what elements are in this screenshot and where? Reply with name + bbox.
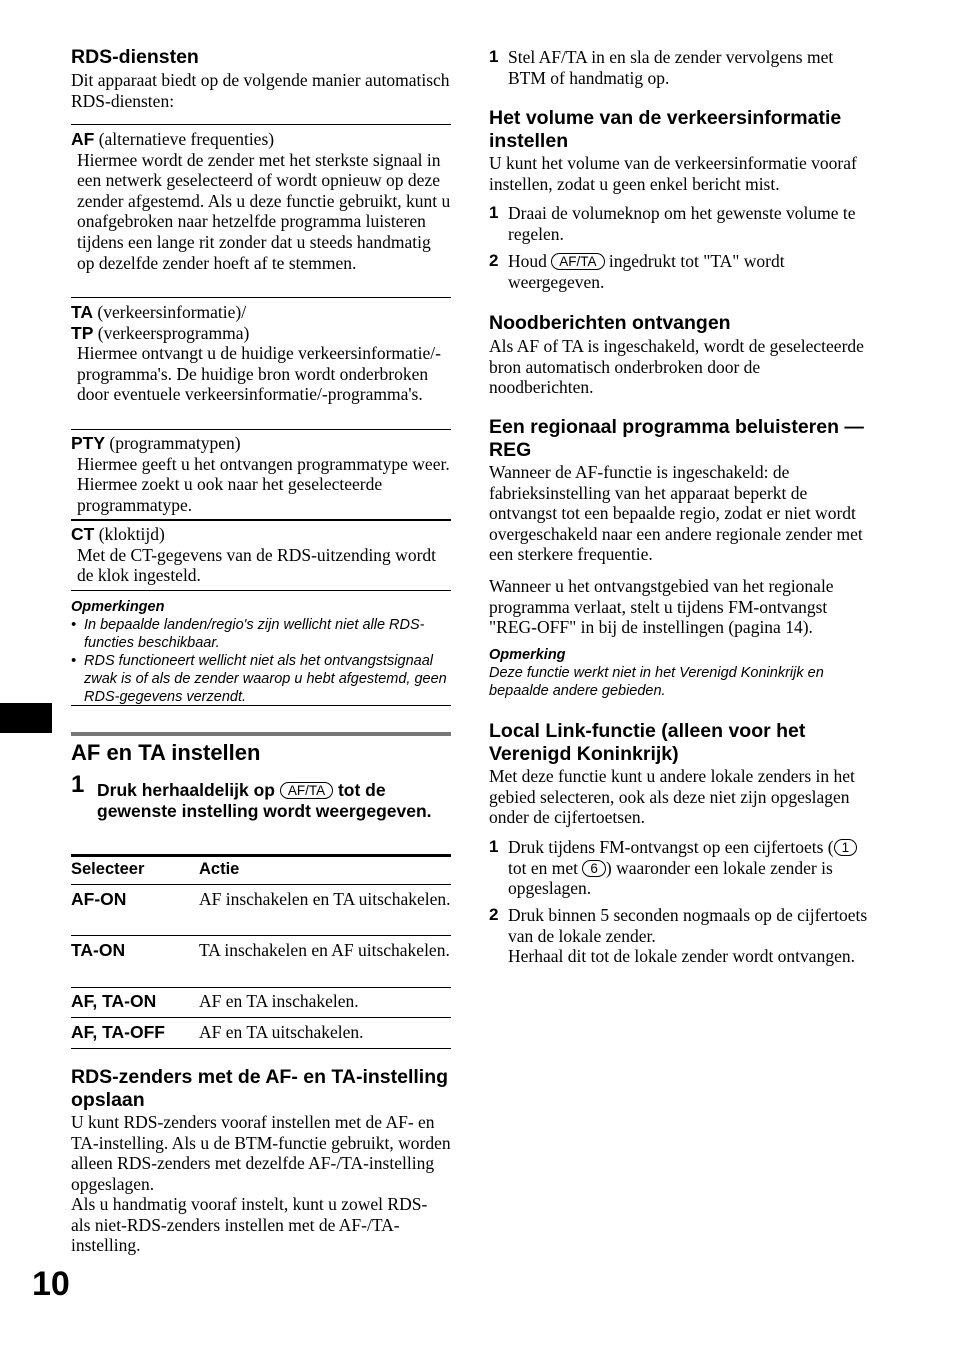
rds-item-ct	[71, 524, 451, 586]
term-af-body: Hiermee wordt de zender met het sterkste signaal in een netwerk geselecteerd of wordt opnieuw op deze zender afgestemd. Als u deze functie gebruikt, kunt u onafgebroken naar hetzelfde programma luisteren tijdens een lange rit zonder dat u steeds handmatig op dezelfde zender hoeft af te stemmen.	[77, 149, 451, 273]
step-number: 1	[489, 203, 499, 222]
term-ta-desc: (verkeersinformatie)/	[93, 302, 247, 322]
table-top-rule	[71, 854, 451, 857]
step-number: 2	[489, 251, 499, 270]
table-cell-action: AF en TA uitschakelen.	[199, 1022, 364, 1042]
term-ct: CT	[71, 524, 95, 544]
divider	[71, 590, 451, 591]
note-item	[71, 616, 451, 652]
divider	[71, 705, 451, 706]
store-body-1: U kunt RDS-zenders vooraf instellen met de AF- en TA-instelling. Als u de BTM-functie gebruikt, worden alleen RDS-zenders met dezelfde AF-/TA-instelling opgeslagen.	[71, 1112, 451, 1194]
af-ta-key: AF/TA	[280, 782, 333, 799]
note-text: In bepaalde landen/regio's zijn wellicht niet alle RDS-functies beschikbaar.	[84, 617, 425, 651]
table-cell-select: AF-ON	[71, 889, 127, 909]
store-step-1	[489, 47, 869, 88]
table-cell-select: AF, TA-OFF	[71, 1022, 165, 1042]
step-extra-text: Herhaal dit tot de lokale zender wordt ontvangen.	[508, 946, 855, 967]
note-item	[71, 652, 451, 706]
step-number: 2	[489, 905, 499, 924]
afta-step-1	[71, 771, 451, 821]
step-text: Stel AF/TA in en sla de zender vervolgens met BTM of handmatig op.	[508, 47, 834, 88]
table-rule	[71, 1017, 451, 1018]
step-text: tot de gewenste instelling wordt weergegeven.	[97, 780, 432, 821]
reg-body-1: Wanneer de AF-functie is ingeschakeld: de fabrieksinstelling van het apparaat beperkt de ontvangst tot een bepaalde regio, zodat er niet wordt overgeschakeld naar een andere regionale zender met een sterkere frequentie.	[489, 462, 863, 565]
table-rule	[71, 987, 451, 988]
volume-step-2	[489, 251, 869, 292]
notes-heading: Opmerkingen	[71, 599, 165, 615]
table-cell-select: AF, TA-ON	[71, 991, 157, 1011]
step-number: 1	[71, 771, 85, 798]
term-af: AF	[71, 129, 95, 149]
key-1: 1	[834, 839, 858, 856]
af-ta-key: AF/TA	[551, 253, 604, 270]
local-step-1	[489, 837, 869, 899]
table-header-action: Actie	[199, 860, 240, 878]
rds-item-af	[71, 129, 451, 273]
volume-intro: U kunt het volume van de verkeersinformatie vooraf instellen, zodat u geen enkel bericht mist.	[489, 153, 857, 194]
rds-heading: RDS-diensten	[71, 46, 199, 68]
table-header-select: Selecteer	[71, 860, 145, 878]
step-text: Draai de volumeknop om het gewenste volume te regelen.	[508, 203, 856, 244]
term-pty-desc: (programmatypen)	[105, 433, 241, 453]
reg-note-heading: Opmerking	[489, 647, 566, 663]
step-text: tot en met	[508, 857, 583, 878]
table-cell-select: TA-ON	[71, 940, 126, 960]
afta-heading: AF en TA instellen	[71, 740, 261, 765]
store-heading: RDS-zenders met de AF- en TA-instelling opslaan	[71, 1066, 449, 1111]
note-text: RDS functioneert wellicht niet als het ontvangstsignaal zwak is of als de zender waarop u hebt afgestemd, geen RDS-gegevens verzendt.	[84, 653, 447, 705]
rds-item-pty	[71, 433, 451, 515]
divider	[71, 429, 451, 430]
reg-heading: Een regionaal programma beluisteren — REG	[489, 416, 864, 461]
term-pty: PTY	[71, 433, 106, 453]
rds-intro: Dit apparaat biedt op de volgende manier automatisch RDS-diensten:	[71, 70, 450, 111]
key-6: 6	[582, 860, 606, 877]
reg-body-2: Wanneer u het ontvangstgebied van het regionale programma verlaat, stelt u tijdens FM-ontvangst "REG-OFF" in bij de instellingen (pagina 14).	[489, 576, 834, 638]
rds-item-ta	[71, 302, 451, 405]
reg-note: Deze functie werkt niet in het Verenigd Koninkrijk en bepaalde andere gebieden.	[489, 665, 824, 699]
local-intro: Met deze functie kunt u andere lokale zenders in het gebied selecteren, ook als deze niet zijn opgeslagen onder de cijfertoetsen.	[489, 766, 855, 828]
store-body-2: Als u handmatig vooraf instelt, kunt u zowel RDS- als niet-RDS-zenders instellen met de AF-/TA-instelling.	[71, 1194, 428, 1256]
divider	[71, 297, 451, 298]
term-ta: TA	[71, 302, 94, 322]
term-tp: TP	[71, 322, 94, 343]
step-text: ) waaronder een lokale zender is opgeslagen.	[508, 857, 833, 899]
term-ct-desc: (kloktijd)	[94, 524, 165, 544]
table-rule	[71, 1048, 451, 1049]
term-pty-body: Hiermee geeft u het ontvangen programmatype weer. Hiermee zoekt u ook naar het geselecteerde programmatype.	[77, 453, 450, 515]
section-tab-marker	[0, 703, 52, 733]
page-number: 10	[32, 1265, 70, 1303]
table-rule	[71, 884, 451, 885]
section-bar	[71, 732, 451, 736]
term-af-desc: (alternatieve frequenties)	[94, 129, 275, 149]
term-ct-body: Met de CT-gegevens van de RDS-uitzending wordt de klok ingesteld.	[77, 544, 437, 586]
step-number: 1	[489, 837, 499, 856]
volume-step-1	[489, 203, 869, 244]
local-step-2	[489, 905, 869, 967]
step-text: Druk tijdens FM-ontvangst op een cijfertoets (	[508, 837, 834, 857]
term-ta-body: Hiermee ontvangt u de huidige verkeersinformatie/-programma's. De huidige bron wordt onderbroken door eventuele verkeersinformatie/-programma's.	[77, 343, 441, 405]
table-cell-action: AF en TA inschakelen.	[199, 991, 359, 1011]
step-text: ingedrukt tot "TA" wordt weergegeven.	[508, 251, 785, 292]
step-text: Druk binnen 5 seconden nogmaals op de cijfertoets van de lokale zender.	[508, 905, 868, 946]
step-text: Druk herhaaldelijk op	[97, 780, 280, 800]
table-cell-action: TA inschakelen en AF uitschakelen.	[199, 940, 450, 960]
volume-heading: Het volume van de verkeersinformatie instellen	[489, 107, 842, 152]
divider	[71, 124, 451, 125]
step-text: Houd	[508, 251, 552, 271]
table-cell-action: AF inschakelen en TA uitschakelen.	[199, 889, 451, 909]
bullet: •	[71, 617, 77, 633]
emergency-body: Als AF of TA is ingeschakeld, wordt de geselecteerde bron automatisch onderbroken door de noodberichten.	[489, 336, 864, 398]
table-rule	[71, 935, 451, 936]
term-tp-desc: (verkeersprogramma)	[93, 322, 250, 343]
local-heading: Local Link-functie (alleen voor het Verenigd Koninkrijk)	[489, 720, 806, 765]
divider	[71, 519, 451, 521]
emergency-heading: Noodberichten ontvangen	[489, 312, 731, 334]
step-number: 1	[489, 47, 499, 66]
bullet: •	[71, 653, 77, 669]
